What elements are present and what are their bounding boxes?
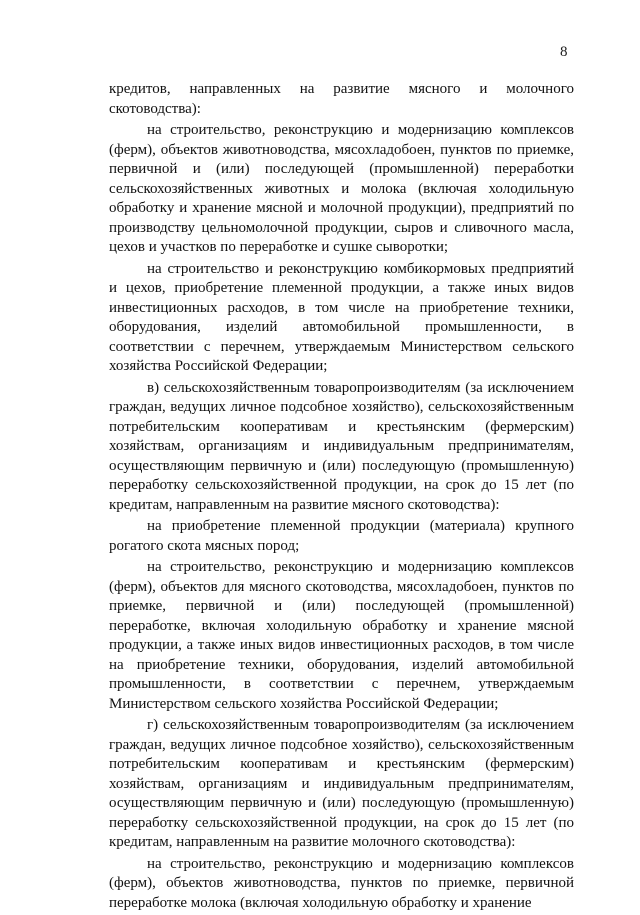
paragraph: кредитов, направленных на развитие мясного и молочного скотоводства): bbox=[109, 81, 574, 117]
paragraph: в) сельскохозяйственным товаропроизводителям (за исключением граждан, ведущих личное подсобное хозяйство), сельскохозяйственным потребительским кооперативам и крестьянским (фермерским) хозяйствам, организациям и индивидуальным предпринимателям, осуществляющим первичную и (или) последующую (промышленную) переработку сельскохозяйственной продукции, на срок до 15 лет (по кредитам, направленным на развитие мясного скотоводства): bbox=[109, 379, 574, 513]
paragraph: на строительство, реконструкцию и модернизацию комплексов (ферм), объектов для мясного скотоводства, мясохладобоен, пунктов по приемке, первичной и (или) последующей (промышленной) переработке, включая холодильную обработку и хранение мясной продукции, а также иных видов инвестиционных расходов, в том числе на приобретение техники, оборудования, изделий автомобильной промышленности, в соответствии с перечнем, утверждаемым Министерством сельского хозяйства Российской Федерации; bbox=[109, 559, 574, 712]
paragraph: на приобретение племенной продукции (материала) крупного рогатого скота мясных пород; bbox=[109, 518, 574, 554]
paragraph: г) сельскохозяйственным товаропроизводителям (за исключением граждан, ведущих личное подсобное хозяйство), сельскохозяйственным потребительским кооперативам и крестьянским (фермерским) хозяйствам, организациям и индивидуальным предпринимателям, осуществляющим первичную и (или) последующую (промышленную) переработку сельскохозяйственной продукции, на срок до 15 лет (по кредитам, направленным на развитие молочного скотоводства): bbox=[109, 717, 574, 850]
paragraph: на строительство, реконструкцию и модернизацию комплексов (ферм), объектов животноводства, мясохладобоен, пунктов по приемке, первичной и (или) последующей (промышленной) переработки сельскохозяйственных животных и молока (включая холодильную обработку и хранение мясной и молочной продукции), предприятий по производству цельномолочной продукции, сыров и сливочного масла, цехов и участков по переработке и сушке сыворотки; bbox=[109, 122, 574, 255]
paragraph: на строительство, реконструкцию и модернизацию комплексов (ферм), объектов животноводства, пунктов по приемке, первичной переработке молока (включая холодильную обработку и хранение bbox=[109, 855, 574, 911]
document-body bbox=[109, 80, 574, 915]
page-number: 8 bbox=[560, 44, 568, 60]
paragraph: на строительство и реконструкцию комбикормовых предприятий и цехов, приобретение племенной продукции, а также иных видов инвестиционных расходов, в том числе на приобретение техники, оборудования, изделий автомобильной промышленности, в соответствии с перечнем, утверждаемым Министерством сельского хозяйства Российской Федерации; bbox=[109, 260, 574, 374]
